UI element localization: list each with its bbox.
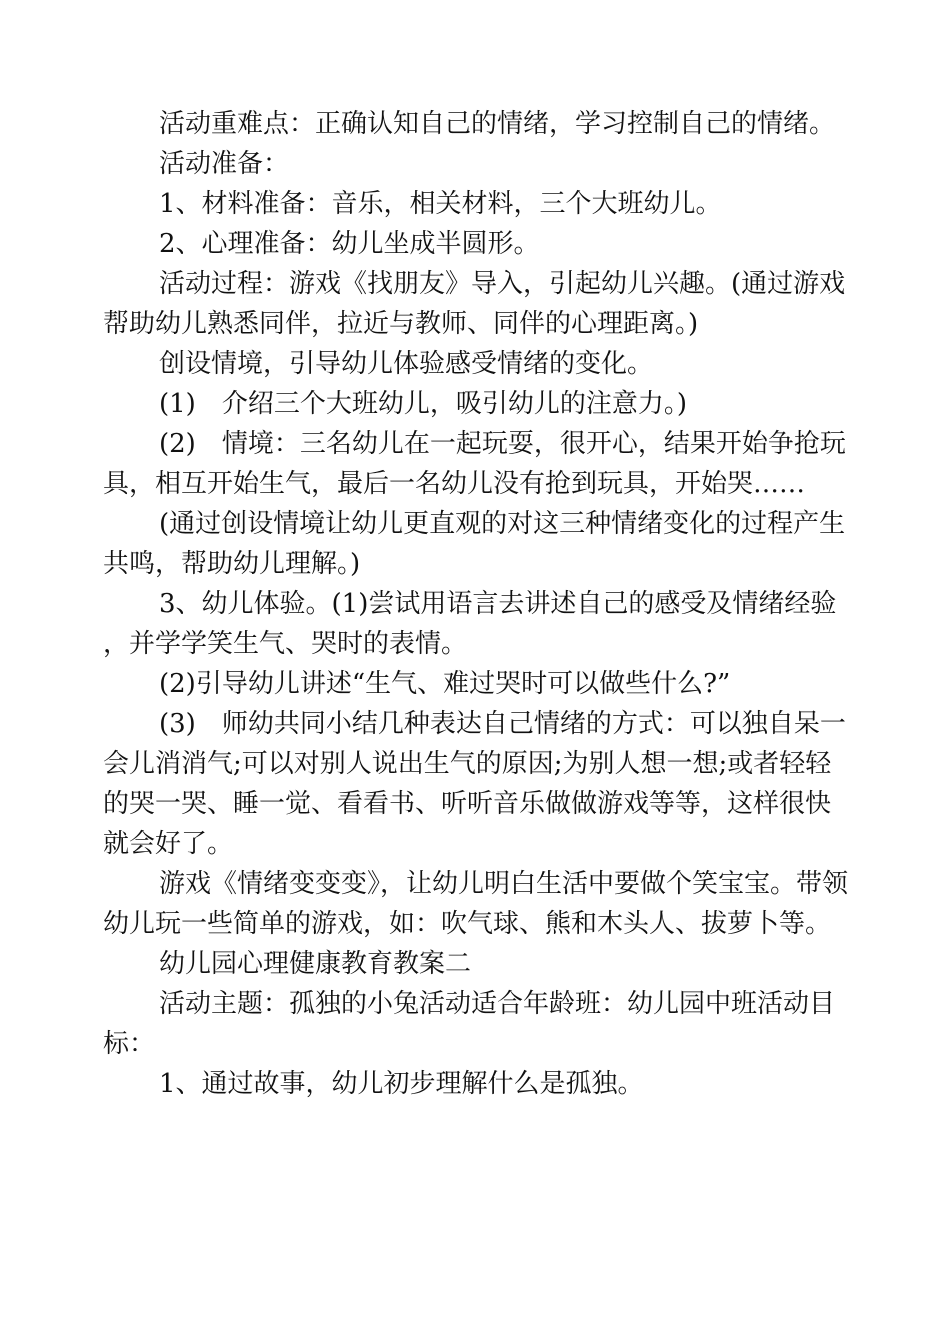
paragraph-situation-note: (通过创设情境让幼儿更直观的对这三种情绪变化的过程产生共鸣，帮助幼儿理解。) bbox=[103, 509, 846, 579]
paragraph-guide-children: (2)引导幼儿讲述“生气、难过哭时可以做些什么?” bbox=[159, 669, 731, 699]
paragraph-summary: (3) 师幼共同小结几种表达自己情绪的方式：可以独自呆一会儿消消气;可以对别人说出生气的原因;为别人想一想;或者轻轻的哭一哭、睡一觉、看看书、听听音乐做做游戏等等，这样很快就会好了。 bbox=[103, 709, 846, 859]
paragraph-plan-two-title: 幼儿园心理健康教育教案二 bbox=[159, 949, 472, 979]
document-body bbox=[103, 104, 848, 1104]
paragraph-activity-process: 活动过程：游戏《找朋友》导入，引起幼儿兴趣。(通过游戏帮助幼儿熟悉同伴，拉近与教师、同伴的心理距离。) bbox=[103, 269, 846, 339]
paragraph-step-1: (1) 介绍三个大班幼儿，吸引幼儿的注意力。) bbox=[159, 389, 687, 419]
paragraph-material-preparation: 1、材料准备：音乐，相关材料，三个大班幼儿。 bbox=[159, 189, 722, 219]
paragraph-preparation-heading: 活动准备： bbox=[159, 149, 290, 179]
paragraph-mental-preparation: 2、心理准备：幼儿坐成半圆形。 bbox=[159, 229, 540, 259]
paragraph-create-situation: 创设情境，引导幼儿体验感受情绪的变化。 bbox=[159, 349, 654, 379]
paragraph-key-difficulties: 活动重难点：正确认知自己的情绪，学习控制自己的情绪。 bbox=[159, 109, 836, 139]
paragraph-child-experience: 3、幼儿体验。(1)尝试用语言去讲述自己的感受及情绪经验，并学学笑生气、哭时的表情。 bbox=[103, 589, 837, 659]
paragraph-activity-theme: 活动主题：孤独的小兔活动适合年龄班：幼儿园中班活动目标： bbox=[103, 989, 836, 1059]
paragraph-goal-1: 1、通过故事，幼儿初步理解什么是孤独。 bbox=[159, 1069, 644, 1099]
paragraph-step-2: (2) 情境：三名幼儿在一起玩耍，很开心，结果开始争抢玩具，相互开始生气，最后一名幼儿没有抢到玩具，开始哭…… bbox=[103, 429, 846, 499]
paragraph-emotion-game: 游戏《情绪变变变》，让幼儿明白生活中要做个笑宝宝。带领幼儿玩一些简单的游戏，如：吹气球、熊和木头人、拔萝卜等。 bbox=[103, 869, 849, 939]
